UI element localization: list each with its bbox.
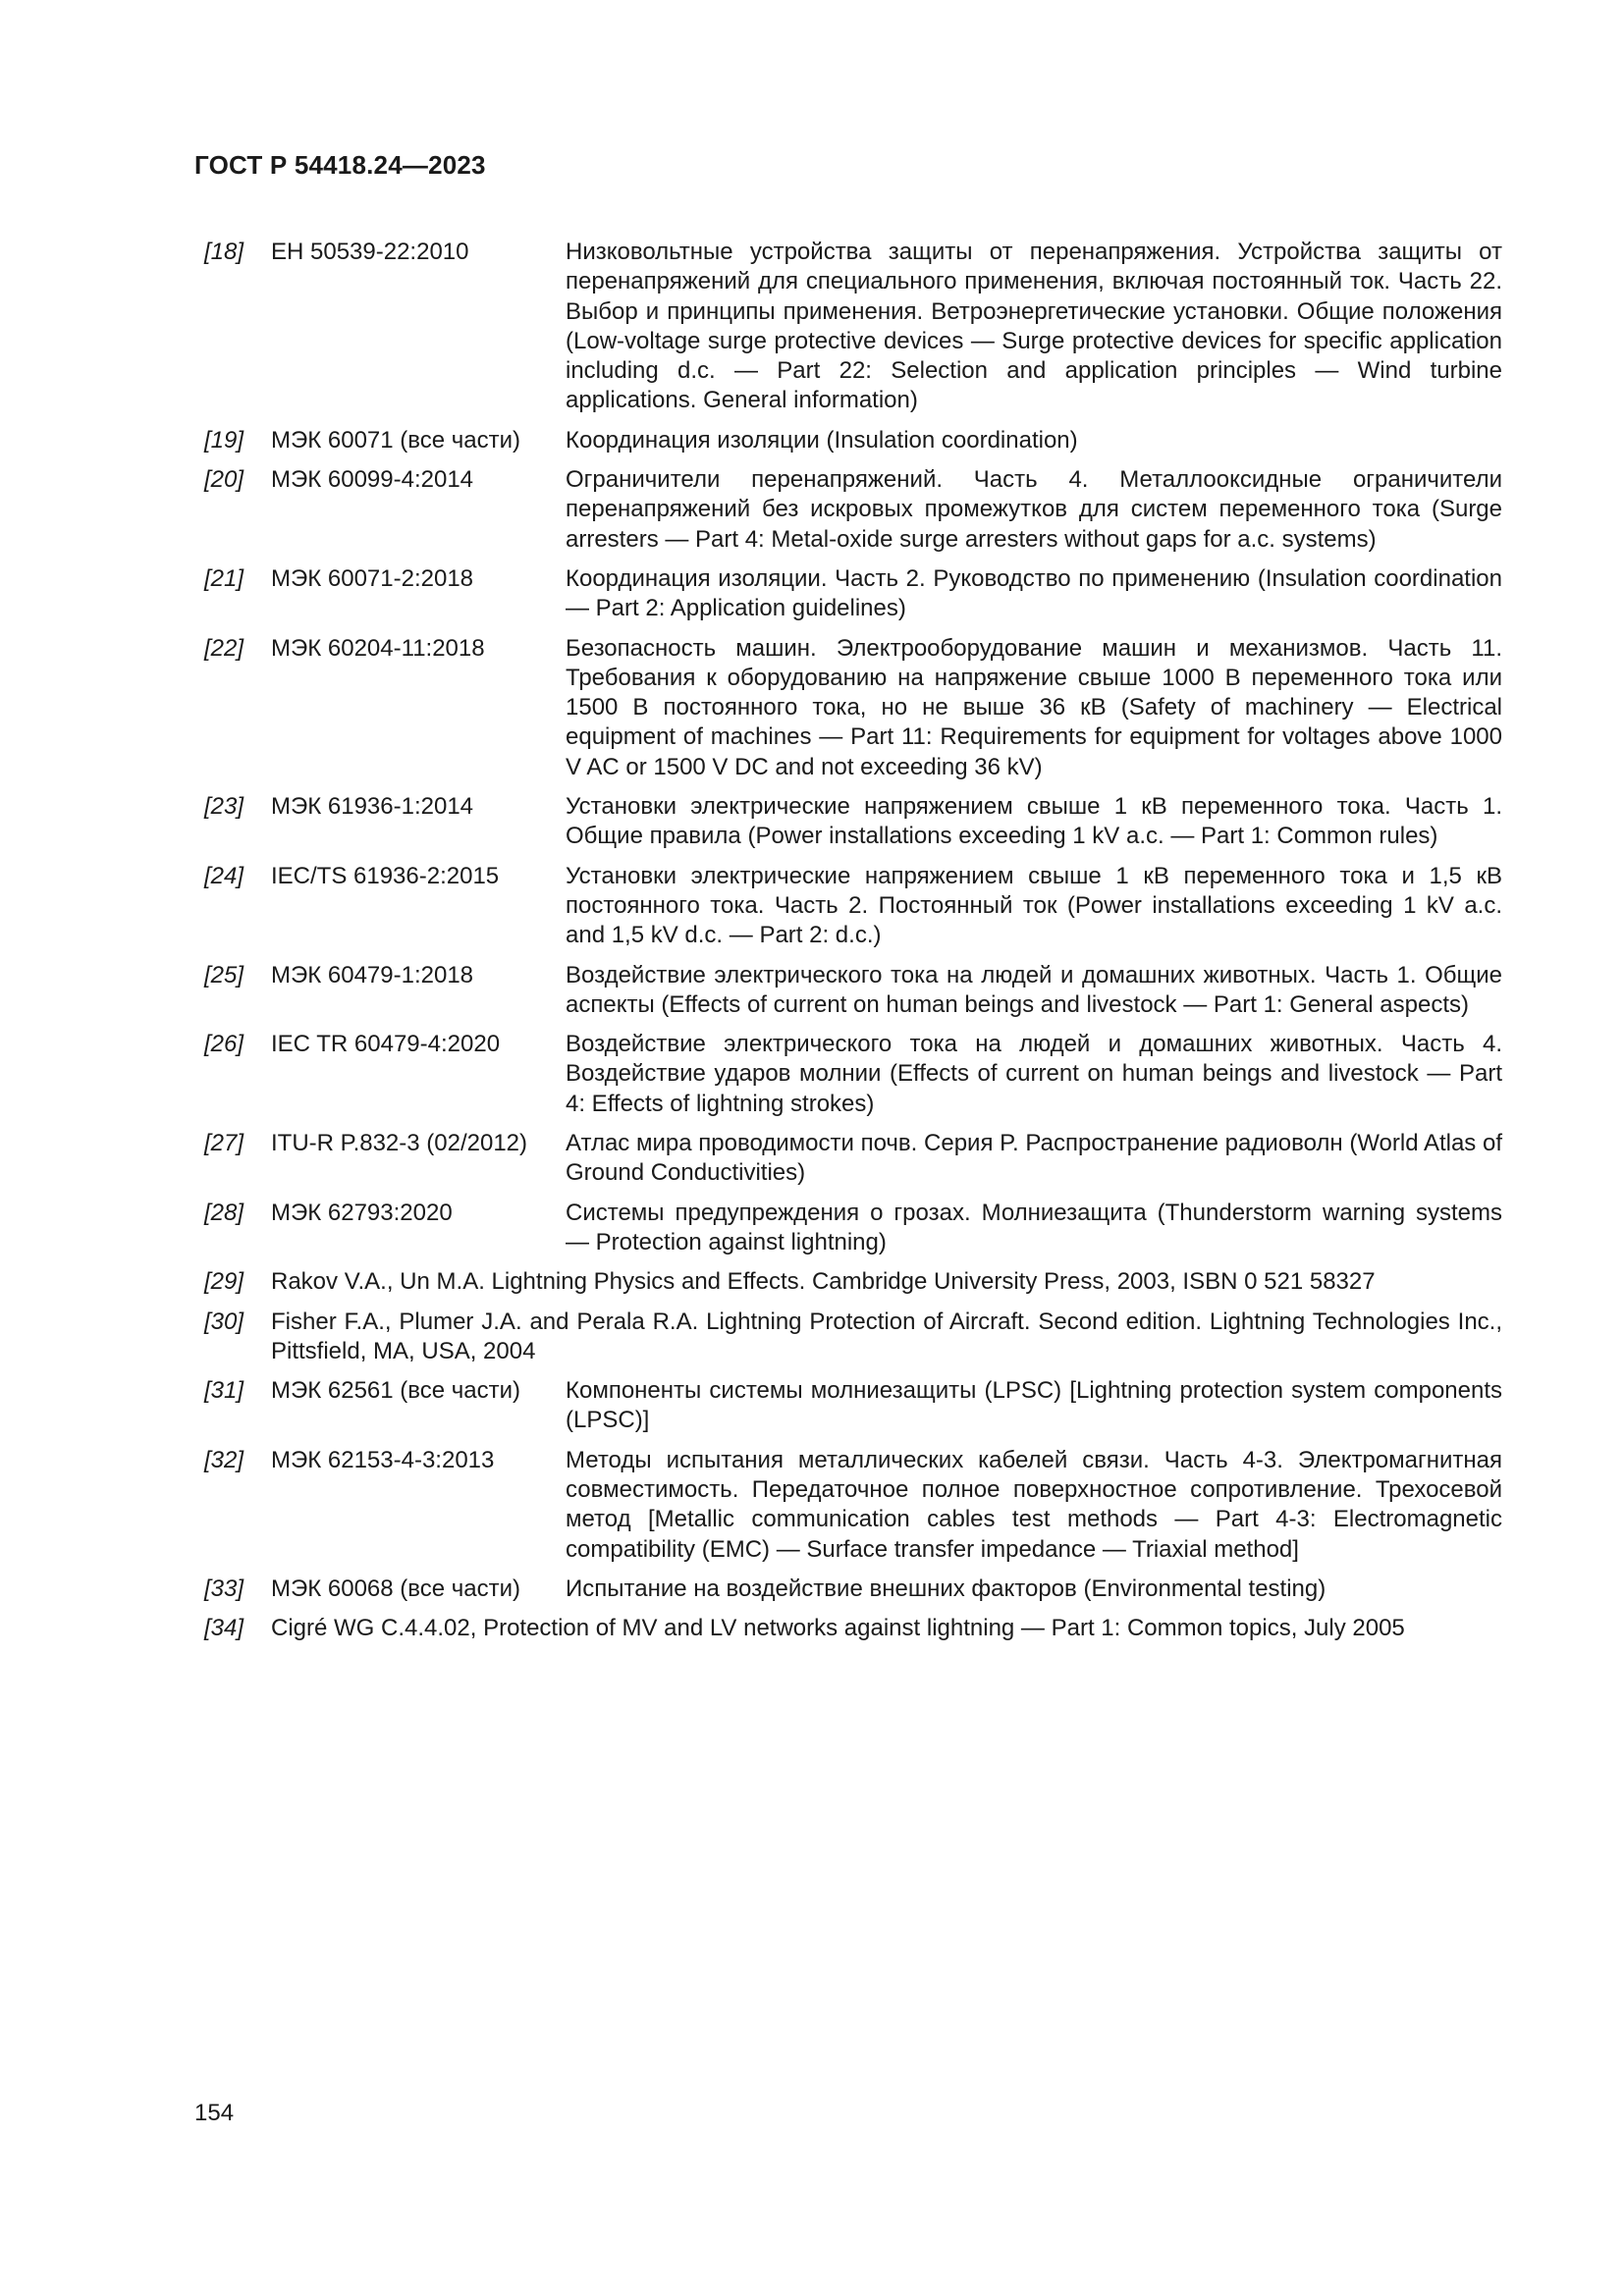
reference-title: Системы предупреждения о грозах. Молниезащита (Thunderstorm warning systems — Protection against lightning) [566, 1199, 1502, 1255]
reference-title: Координация изоляции. Часть 2. Руководство по применению (Insulation coordination — Part 2: Application guidelines) [566, 564, 1502, 622]
reference-number: [33] [204, 1575, 244, 1602]
reference-number: [29] [204, 1268, 244, 1296]
standard-code: МЭК 60479-1:2018 [271, 961, 474, 988]
reference-number: [21] [204, 564, 244, 592]
reference-citation: Rakov V.A., Un M.A. Lightning Physics and Effects. Cambridge University Press, 2003, ISBN 0 521 58327 [271, 1268, 1376, 1296]
bibliography-entry [204, 426, 1502, 455]
reference-number: [32] [204, 1446, 244, 1473]
page-number: 154 [194, 2100, 235, 2126]
reference-number: [31] [204, 1377, 244, 1405]
reference-number: [25] [204, 961, 244, 988]
reference-number: [30] [204, 1308, 244, 1335]
reference-number: [19] [204, 426, 244, 454]
bibliography-entry [204, 1446, 1502, 1565]
reference-number: [23] [204, 793, 244, 821]
reference-title: Компоненты системы молниезащиты (LPSC) [Lightning protection system components (LPSC)] [566, 1377, 1502, 1434]
reference-citation: Cigré WG C.4.4.02, Protection of MV and LV networks against lightning — Part 1: Common topics, July 2005 [271, 1615, 1405, 1642]
standard-code: IEC TR 60479-4:2020 [271, 1031, 501, 1058]
bibliography-entry [204, 238, 1502, 416]
bibliography-entry [204, 1199, 1502, 1258]
reference-number: [26] [204, 1031, 244, 1058]
reference-number: [20] [204, 466, 244, 494]
reference-number: [22] [204, 634, 244, 662]
standard-code: МЭК 61936-1:2014 [271, 793, 474, 821]
reference-title: Координация изоляции (Insulation coordination) [566, 426, 1078, 454]
bibliography-entry [204, 1575, 1502, 1604]
bibliography-entry [204, 961, 1502, 1021]
page-header-standard-number: ГОСТ Р 54418.24—2023 [194, 150, 486, 180]
reference-number: [27] [204, 1130, 244, 1157]
reference-title: Установки электрические напряжением свыше 1 кВ переменного тока и 1,5 кВ постоянного тока. Часть 2. Постоянный ток (Power installations exceeding 1 kV a.c. and 1,5 kV d.c. — Part 2: d.c.) [566, 862, 1502, 949]
bibliography-entry [204, 1129, 1502, 1189]
reference-title: Испытание на воздействие внешних факторов (Environmental testing) [566, 1575, 1326, 1602]
bibliography-entry [204, 1030, 1502, 1119]
standard-code: МЭК 60204-11:2018 [271, 634, 485, 662]
standard-code: ITU-R P.832-3 (02/2012) [271, 1130, 528, 1157]
reference-number: [18] [204, 239, 244, 265]
standard-code: МЭК 60071 (все части) [271, 426, 521, 454]
reference-number: [28] [204, 1199, 244, 1226]
standard-code: МЭК 62793:2020 [271, 1199, 453, 1226]
bibliography-entry [204, 634, 1502, 782]
bibliography-entry [204, 465, 1502, 555]
reference-title: Воздействие электрического тока на людей и домашних животных. Часть 1. Общие аспекты (Effects of current on human beings and livestock — Part 1: General aspects) [566, 961, 1502, 1018]
standard-code: МЭК 60071-2:2018 [271, 564, 474, 592]
bibliography-entry [204, 1376, 1502, 1436]
reference-number: [24] [204, 862, 244, 889]
bibliography-list [204, 238, 1502, 1653]
reference-title: Установки электрические напряжением свыше 1 кВ переменного тока. Часть 1. Общие правила (Power installations exceeding 1 kV a.c. — Part 1: Common rules) [566, 793, 1502, 850]
standard-code: IEC/TS 61936-2:2015 [271, 862, 500, 889]
standard-code: МЭК 62561 (все части) [271, 1377, 521, 1405]
bibliography-entry [204, 1614, 1502, 1643]
reference-title: Низковольтные устройства защиты от перенапряжения. Устройства защиты от перенапряжений для специального применения, включая постоянный ток. Часть 22. Выбор и принципы применения. Ветроэнергетические установки. Общие положения (Low-voltage surge protective devices — Surge protective devices for specific application including d.c. — Part 22: Selection and application principles — Wind turbine applications. General information) [566, 239, 1502, 414]
reference-number: [34] [204, 1615, 244, 1642]
reference-citation: Fisher F.A., Plumer J.A. and Perala R.A. Lightning Protection of Aircraft. Second edition. Lightning Technologies Inc., Pittsfield, MA, USA, 2004 [271, 1308, 1502, 1364]
bibliography-entry [204, 862, 1502, 951]
standard-code: ЕН 50539-22:2010 [271, 239, 469, 265]
standard-code: МЭК 60099-4:2014 [271, 466, 474, 494]
bibliography-entry [204, 1267, 1502, 1297]
reference-title: Атлас мира проводимости почв. Серия P. Распространение радиоволн (World Atlas of Ground Conductivities) [566, 1130, 1502, 1187]
bibliography-entry [204, 564, 1502, 624]
bibliography-entry [204, 1308, 1502, 1367]
reference-title: Безопасность машин. Электрооборудование машин и механизмов. Часть 11. Требования к оборудованию на напряжение свыше 1000 В переменного тока или 1500 В постоянного тока, но не выше 36 кВ (Safety of machinery — Electrical equipment of machines — Part 11: Requirements for equipment for voltages above 1000 V AC or 1500 V DC and not exceeding 36 kV) [566, 634, 1502, 780]
bibliography-entry [204, 792, 1502, 852]
reference-title: Воздействие электрического тока на людей и домашних животных. Часть 4. Воздействие ударов молнии (Effects of current on human beings and livestock — Part 4: Effects of lightning strokes) [566, 1031, 1502, 1117]
standard-code: МЭК 62153-4-3:2013 [271, 1446, 495, 1473]
standard-code: МЭК 60068 (все части) [271, 1575, 521, 1602]
reference-title: Методы испытания металлических кабелей связи. Часть 4-3. Электромагнитная совместимость. Передаточное полное поверхностное сопротивление. Трехосевой метод [Metallic communication cables test methods — Part 4-3: Electromagnetic compatibility (EMC) — Surface transfer impedance — Triaxial method] [566, 1446, 1502, 1563]
reference-title: Ограничители перенапряжений. Часть 4. Металлооксидные ограничители перенапряжений без искровых промежутков для систем переменного тока (Surge arresters — Part 4: Metal-oxide surge arresters without gaps for a.c. systems) [566, 466, 1502, 553]
